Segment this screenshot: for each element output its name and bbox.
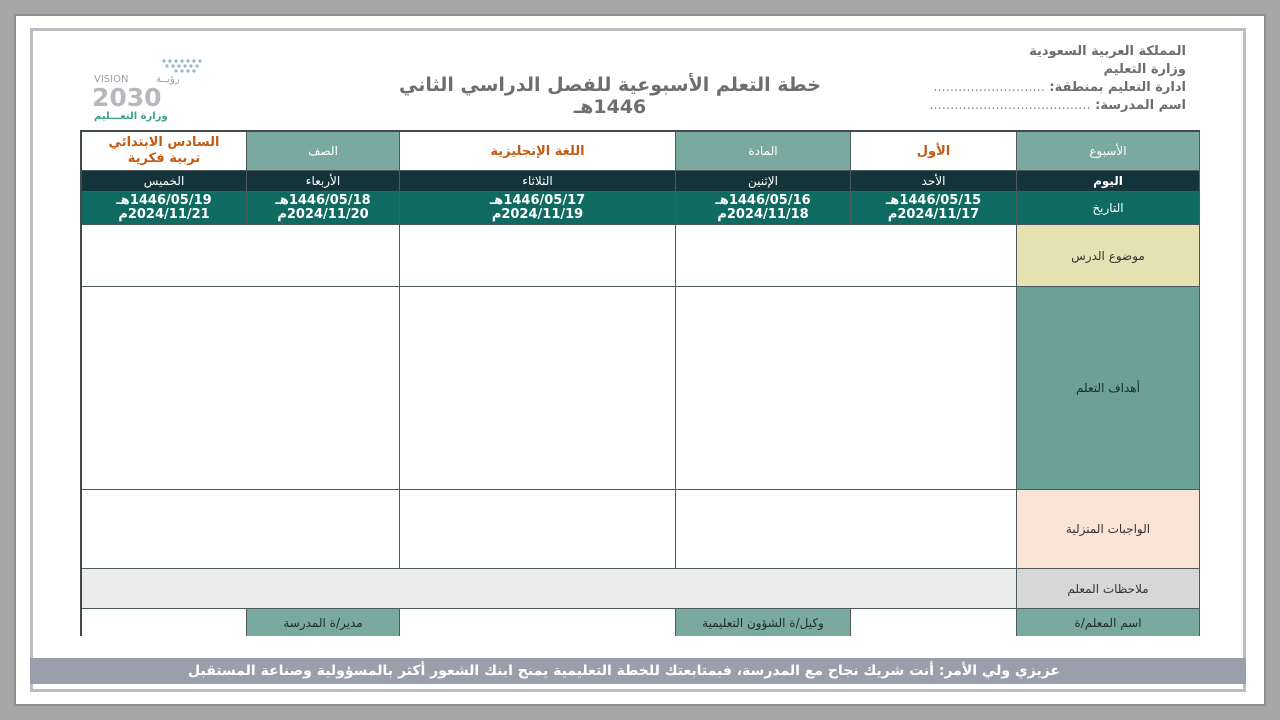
gregorian-date: 2024/11/19م bbox=[491, 207, 584, 222]
vision-2030-logo bbox=[86, 55, 216, 125]
goals-wed-thu[interactable] bbox=[82, 287, 400, 490]
goals-sun-mon[interactable] bbox=[676, 287, 1017, 490]
notes-value[interactable] bbox=[82, 569, 1017, 609]
school-label: اسم المدرسة: bbox=[1095, 98, 1186, 113]
homework-wed-thu[interactable] bbox=[82, 490, 400, 569]
parent-message-bar: عزيزي ولي الأمر: أنت شريك نجاح مع المدرسة، فبمتابعتك للخطة التعليمية يمنح ابنك الشعور أكثر بالمسؤولية وصناعة المستقبل bbox=[30, 658, 1246, 684]
ministry-logo-text: وزارة التعـــليم bbox=[94, 111, 168, 122]
class-label: الصف bbox=[247, 132, 400, 171]
gregorian-date: 2024/11/17م bbox=[887, 207, 980, 222]
ministry-name: وزارة التعليم bbox=[1103, 62, 1186, 77]
subject-label: المادة bbox=[676, 132, 851, 171]
hijri-date: 1446/05/17هـ bbox=[489, 193, 586, 208]
gregorian-date: 2024/11/20م bbox=[277, 207, 369, 222]
deputy-value[interactable] bbox=[400, 609, 676, 636]
date-wednesday bbox=[247, 192, 400, 225]
ministry-header bbox=[856, 43, 1186, 115]
day-thursday: الخميس bbox=[82, 171, 247, 192]
gregorian-date: 2024/11/18م bbox=[717, 207, 809, 222]
day-tuesday: الثلاثاء bbox=[400, 171, 676, 192]
teacher-name-label: اسم المعلم/ة bbox=[1017, 609, 1200, 636]
deputy-label: وكيل/ة الشؤون التعليمية bbox=[676, 609, 851, 636]
region-label: ادارة التعليم بمنطقة: bbox=[1049, 80, 1186, 95]
hijri-date: 1446/05/15هـ bbox=[885, 193, 982, 208]
week-value[interactable]: الأول bbox=[851, 132, 1017, 171]
principal-value[interactable] bbox=[82, 609, 247, 636]
country-name: المملكة العربية السعودية bbox=[1029, 44, 1186, 59]
hijri-date: 1446/05/19هـ bbox=[116, 193, 212, 208]
topic-wed-thu[interactable] bbox=[82, 225, 400, 287]
week-label: الأسبوع bbox=[1017, 132, 1200, 171]
region-value[interactable]: ........................... bbox=[933, 80, 1045, 95]
gregorian-date: 2024/11/21م bbox=[118, 207, 210, 222]
day-wednesday: الأربعاء bbox=[247, 171, 400, 192]
school-value[interactable]: ....................................... bbox=[929, 98, 1091, 113]
goals-label: أهداف التعلم bbox=[1017, 287, 1200, 490]
class-track: تربية فكرية bbox=[127, 151, 201, 166]
hijri-date: 1446/05/16هـ bbox=[715, 193, 811, 208]
topic-tuesday[interactable] bbox=[400, 225, 676, 287]
class-value[interactable] bbox=[82, 132, 247, 171]
day-sunday: الأحد bbox=[851, 171, 1017, 192]
year-text: 2030 bbox=[92, 83, 162, 112]
vision-text: VISION bbox=[94, 74, 129, 85]
school-line bbox=[856, 97, 1186, 115]
teacher-name-value[interactable] bbox=[851, 609, 1017, 636]
subject-value[interactable]: اللغة الإنجليزية bbox=[400, 132, 676, 171]
hijri-date: 1446/05/18هـ bbox=[275, 193, 371, 208]
day-monday: الإثنين bbox=[676, 171, 851, 192]
notes-label: ملاحظات المعلم bbox=[1017, 569, 1200, 609]
class-grade: السادس الابتدائي bbox=[108, 135, 220, 150]
day-label: اليوم bbox=[1017, 171, 1200, 192]
page-title: خطة التعلم الأسبوعية للفصل الدراسي الثاني 1446هـ bbox=[399, 74, 821, 118]
date-monday bbox=[676, 192, 851, 225]
date-tuesday bbox=[400, 192, 676, 225]
homework-sun-mon[interactable] bbox=[676, 490, 1017, 569]
vision-ar-text: رؤيــة bbox=[156, 74, 180, 85]
homework-label: الواجبات المنزلية bbox=[1017, 490, 1200, 569]
topic-sun-mon[interactable] bbox=[676, 225, 1017, 287]
principal-label: مدير/ة المدرسة bbox=[247, 609, 400, 636]
region-line bbox=[856, 79, 1186, 97]
date-label: التاريخ bbox=[1017, 192, 1200, 225]
date-thursday bbox=[82, 192, 247, 225]
homework-tuesday[interactable] bbox=[400, 490, 676, 569]
topic-label: موضوع الدرس bbox=[1017, 225, 1200, 287]
goals-tuesday[interactable] bbox=[400, 287, 676, 490]
date-sunday bbox=[851, 192, 1017, 225]
weekly-plan-table bbox=[80, 130, 1200, 636]
